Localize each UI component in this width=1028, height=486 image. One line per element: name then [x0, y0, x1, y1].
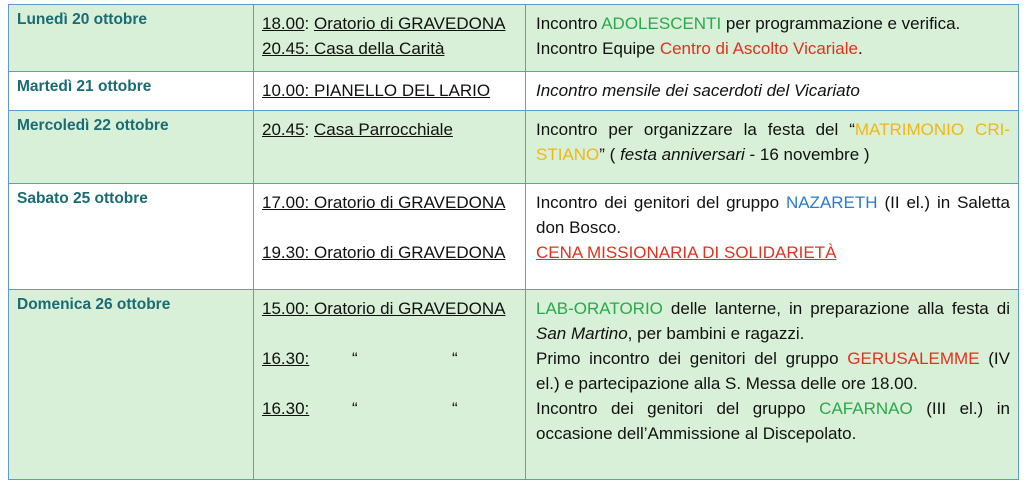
- time: 18.00: [262, 14, 305, 33]
- schedule-table: [8, 4, 1019, 480]
- time-sep: :: [304, 120, 314, 139]
- desc-text: San Martino: [536, 324, 628, 343]
- time-place: 17.00: Oratorio di GRAVEDONA: [262, 193, 506, 212]
- day-cell: Domenica 26 ottobre: [9, 290, 254, 480]
- desc-text: - 16 novembre ): [744, 145, 870, 164]
- times-cell: [254, 72, 526, 111]
- day-cell: Sabato 25 ottobre: [9, 184, 254, 290]
- time-place: 10.00: PIANELLO DEL LARIO: [262, 81, 491, 100]
- time-sep: :: [304, 39, 314, 58]
- place: Casa della Carità: [314, 39, 445, 58]
- desc-text: Incontro: [536, 14, 602, 33]
- desc-text: incontro dei genitori: [589, 349, 746, 368]
- desc-cell: [526, 290, 1019, 480]
- desc-cell: [526, 184, 1019, 290]
- ditto-mark: “: [352, 349, 358, 368]
- desc-cell: [526, 5, 1019, 72]
- desc-cell: [526, 111, 1019, 184]
- time: 16.30:: [262, 399, 310, 418]
- desc-text: ” (: [599, 145, 621, 164]
- desc-text: (IV el.) e partecipazione alla S. Messa delle ore 18.00.: [536, 349, 1010, 393]
- desc-text: delle lanterne: [662, 299, 777, 318]
- desc-text: , in preparazione alla festa di: [776, 299, 1010, 318]
- desc-text: , per bambini e ragazzi.: [627, 324, 805, 343]
- group-name: NAZARETH: [785, 193, 878, 212]
- desc-text: del gruppo: [702, 399, 820, 418]
- times-cell: [254, 111, 526, 184]
- desc-text: (II el.) in Saletta don Bosco.: [536, 193, 1010, 237]
- time: 20.45: [262, 39, 305, 58]
- desc-text: .: [857, 39, 863, 58]
- schedule-row: [9, 290, 1019, 480]
- time: 20.45: [262, 120, 305, 139]
- time-place: 19.30: Oratorio di GRAVEDONA: [262, 243, 506, 262]
- desc-text: Incontro dei genitori: [536, 399, 703, 418]
- day-cell: Mercoledì 22 ottobre: [9, 111, 254, 184]
- schedule-row: [9, 184, 1019, 290]
- group-name: GERUSALEMME: [847, 349, 980, 368]
- ditto-mark: “: [452, 399, 458, 418]
- place: Casa Parrocchiale: [314, 120, 453, 139]
- time-place: 15.00: Oratorio di GRAVEDONA: [262, 299, 506, 318]
- desc-text: Primo: [536, 349, 590, 368]
- desc-text: del gruppo: [745, 349, 848, 368]
- ditto-mark: “: [452, 349, 458, 368]
- times-cell: [254, 5, 526, 72]
- desc-cell: [526, 72, 1019, 111]
- desc-text: Ammissione al Discepolato: [647, 424, 852, 443]
- day-cell: Lunedì 20 ottobre: [9, 5, 254, 72]
- ditto-mark: “: [352, 399, 358, 418]
- place: Oratorio di GRAVEDONA: [314, 14, 506, 33]
- times-cell: [254, 184, 526, 290]
- desc-text: .: [851, 424, 857, 443]
- time-sep: :: [304, 14, 314, 33]
- highlight: MATRIMONIO CRI-STIANO: [536, 120, 1010, 164]
- schedule-row: [9, 111, 1019, 184]
- schedule-row: [9, 72, 1019, 111]
- desc-text: Incontro dei genitori del gruppo: [536, 193, 786, 212]
- highlight: Centro di Ascolto Vicariale: [659, 39, 858, 58]
- group-name: CAFARNAO: [819, 399, 913, 418]
- desc-text: (III el.) in occasione dell’: [536, 399, 1010, 443]
- desc-text: per programmazione e verifica.: [721, 14, 961, 33]
- desc-text: Incontro: [536, 120, 598, 139]
- time: 16.30:: [262, 349, 310, 368]
- desc-text: per organizzare la festa del “: [597, 120, 855, 139]
- group-name: LAB-ORATORIO: [536, 299, 663, 318]
- group-name: ADOLESCENTI: [601, 14, 722, 33]
- highlight: CENA MISSIONARIA DI SOLIDARIETÀ: [536, 243, 837, 262]
- desc-text: Incontro Equipe: [536, 39, 660, 58]
- times-cell: [254, 290, 526, 480]
- desc-text: Incontro mensile dei sacerdoti del Vicariato: [536, 81, 860, 100]
- schedule-row: [9, 5, 1019, 72]
- desc-text: festa anniversari: [620, 145, 745, 164]
- day-cell: Martedì 21 ottobre: [9, 72, 254, 111]
